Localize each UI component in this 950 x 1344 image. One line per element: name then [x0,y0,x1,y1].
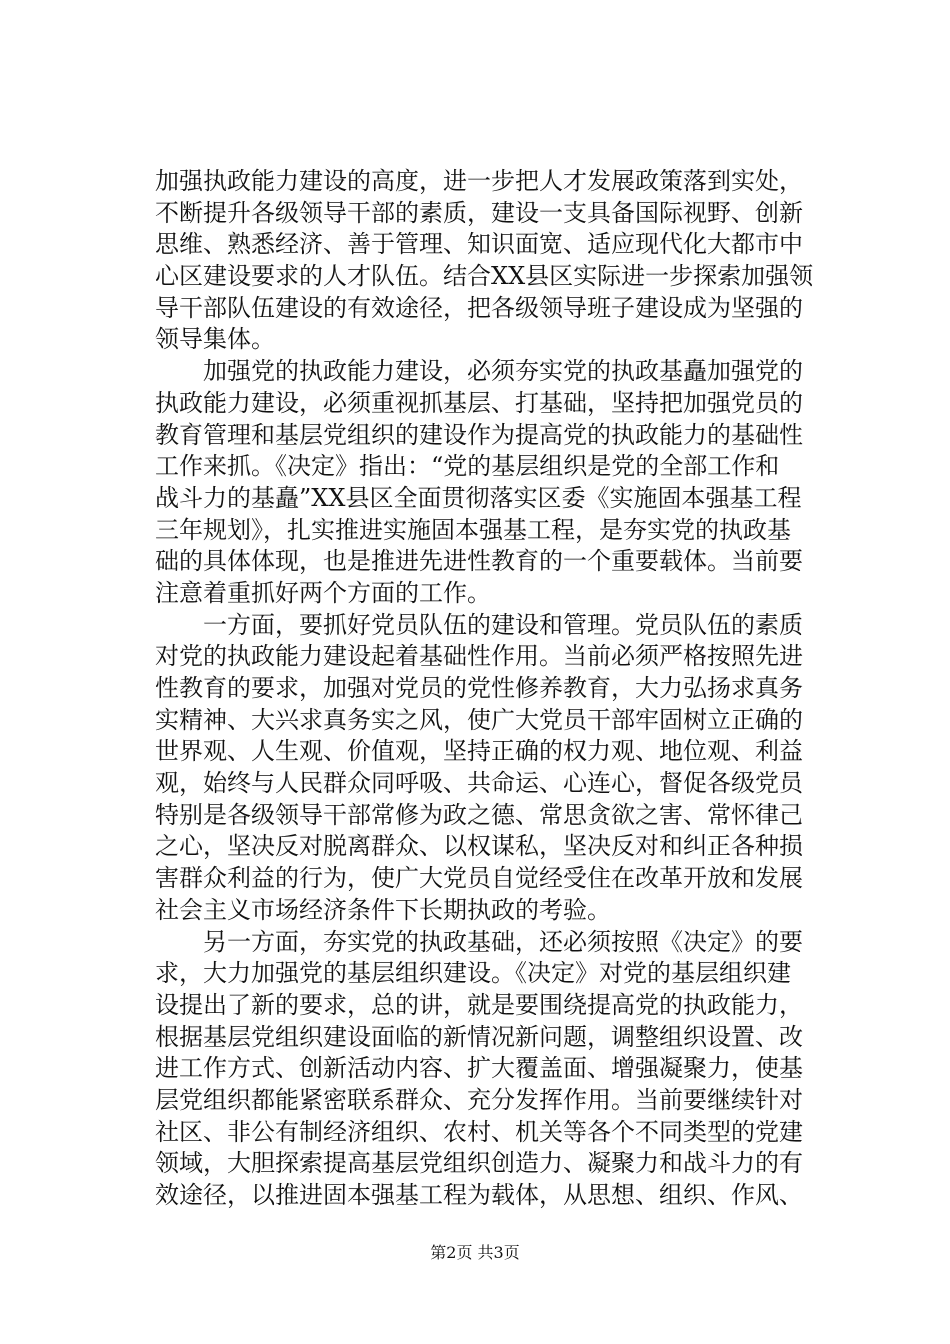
text-line: 社会主义市场经济条件下长期执政的考验。 [155,895,611,924]
text-line: 教育管理和基层党组织的建设作为提高党的执政能力的基础性 [155,420,803,449]
paragraph-3 [155,610,815,927]
text-line: 思维、熟悉经济、善于管理、知识面宽、适应现代化大都市中 [155,230,803,259]
text-line: 求，大力加强党的基层组织建设。《决定》对党的基层组织建 [155,959,791,988]
text-line: 三年规划》，扎实推进实施固本强基工程，是夯实党的执政基 [155,515,791,544]
paragraph-1 [155,166,815,356]
text-line: 社区、非公有制经济组织、农村、机关等各个不同类型的党建 [155,1117,803,1146]
paragraph-2 [155,356,815,610]
text-line: 领域，大胆探索提高基层党组织创造力、凝聚力和战斗力的有 [155,1149,803,1178]
text-line: 效途径，以推进固本强基工程为载体，从思想、组织、作风、 [155,1181,803,1209]
text-line: 层党组织都能紧密联系群众、充分发挥作用。当前要继续针对 [155,1085,803,1114]
paragraph-4 [155,927,815,1212]
text-line: 世界观、人生观、价值观，坚持正确的权力观、地位观、利益 [155,737,803,766]
text-line: 不断提升各级领导干部的素质，建设一支具备国际视野、创新 [155,198,803,227]
text-line: 对党的执政能力建设起着基础性作用。当前必须严格按照先进 [155,642,803,671]
text-line: 加强党的执政能力建设，必须夯实党的执政基矗加强党的 [155,357,803,386]
text-line: 执政能力建设，必须重视抓基层、打基础，坚持把加强党员的 [155,388,803,417]
text-line: 进工作方式、创新活动内容、扩大覆盖面、增强凝聚力，使基 [155,1054,803,1083]
text-line: 之心，坚决反对脱离群众、以权谋私，坚决反对和纠正各种损 [155,832,803,861]
document-body [155,166,815,1212]
text-line: 实精神、大兴求真务实之风，使广大党员干部牢固树立正确的 [155,705,803,734]
text-line: 性教育的要求，加强对党员的党性修养教育，大力弘扬求真务 [155,674,803,702]
text-line: 特别是各级领导干部常修为政之德、常思贪欲之害、常怀律己 [155,800,803,829]
text-line: 观，始终与人民群众同呼吸、共命运、心连心，督促各级党员 [155,769,803,798]
text-line: 领导集体。 [155,325,275,354]
text-line: 工作来抓。《决定》指出：“党的基层组织是党的全部工作和 [155,452,780,481]
text-line: 根据基层党组织建设面临的新情况新问题，调整组织设置、改 [155,1022,803,1051]
text-line: 另一方面，夯实党的执政基础，还必须按照《决定》的要 [155,927,803,956]
text-line: 心区建设要求的人才队伍。结合XX县区实际进一步探索加强领 [155,262,814,291]
text-line: 注意着重抓好两个方面的工作。 [155,578,491,607]
text-line: 害群众利益的行为，使广大党员自觉经受住在改革开放和发展 [155,864,803,893]
text-line: 础的具体体现，也是推进先进性教育的一个重要载体。当前要 [155,547,803,576]
text-line: 设提出了新的要求，总的讲，就是要围绕提高党的执政能力， [155,990,803,1019]
text-line: 战斗力的基矗”XX县区全面贯彻落实区委《实施固本强基工程 [155,483,802,512]
page-number-footer: 第2页 共3页 [430,1243,520,1262]
text-line: 导干部队伍建设的有效途径，把各级领导班子建设成为坚强的 [155,293,803,322]
text-line: 加强执政能力建设的高度，进一步把人才发展政策落到实处， [155,167,803,195]
text-line: 一方面，要抓好党员队伍的建设和管理。党员队伍的素质 [155,610,803,639]
